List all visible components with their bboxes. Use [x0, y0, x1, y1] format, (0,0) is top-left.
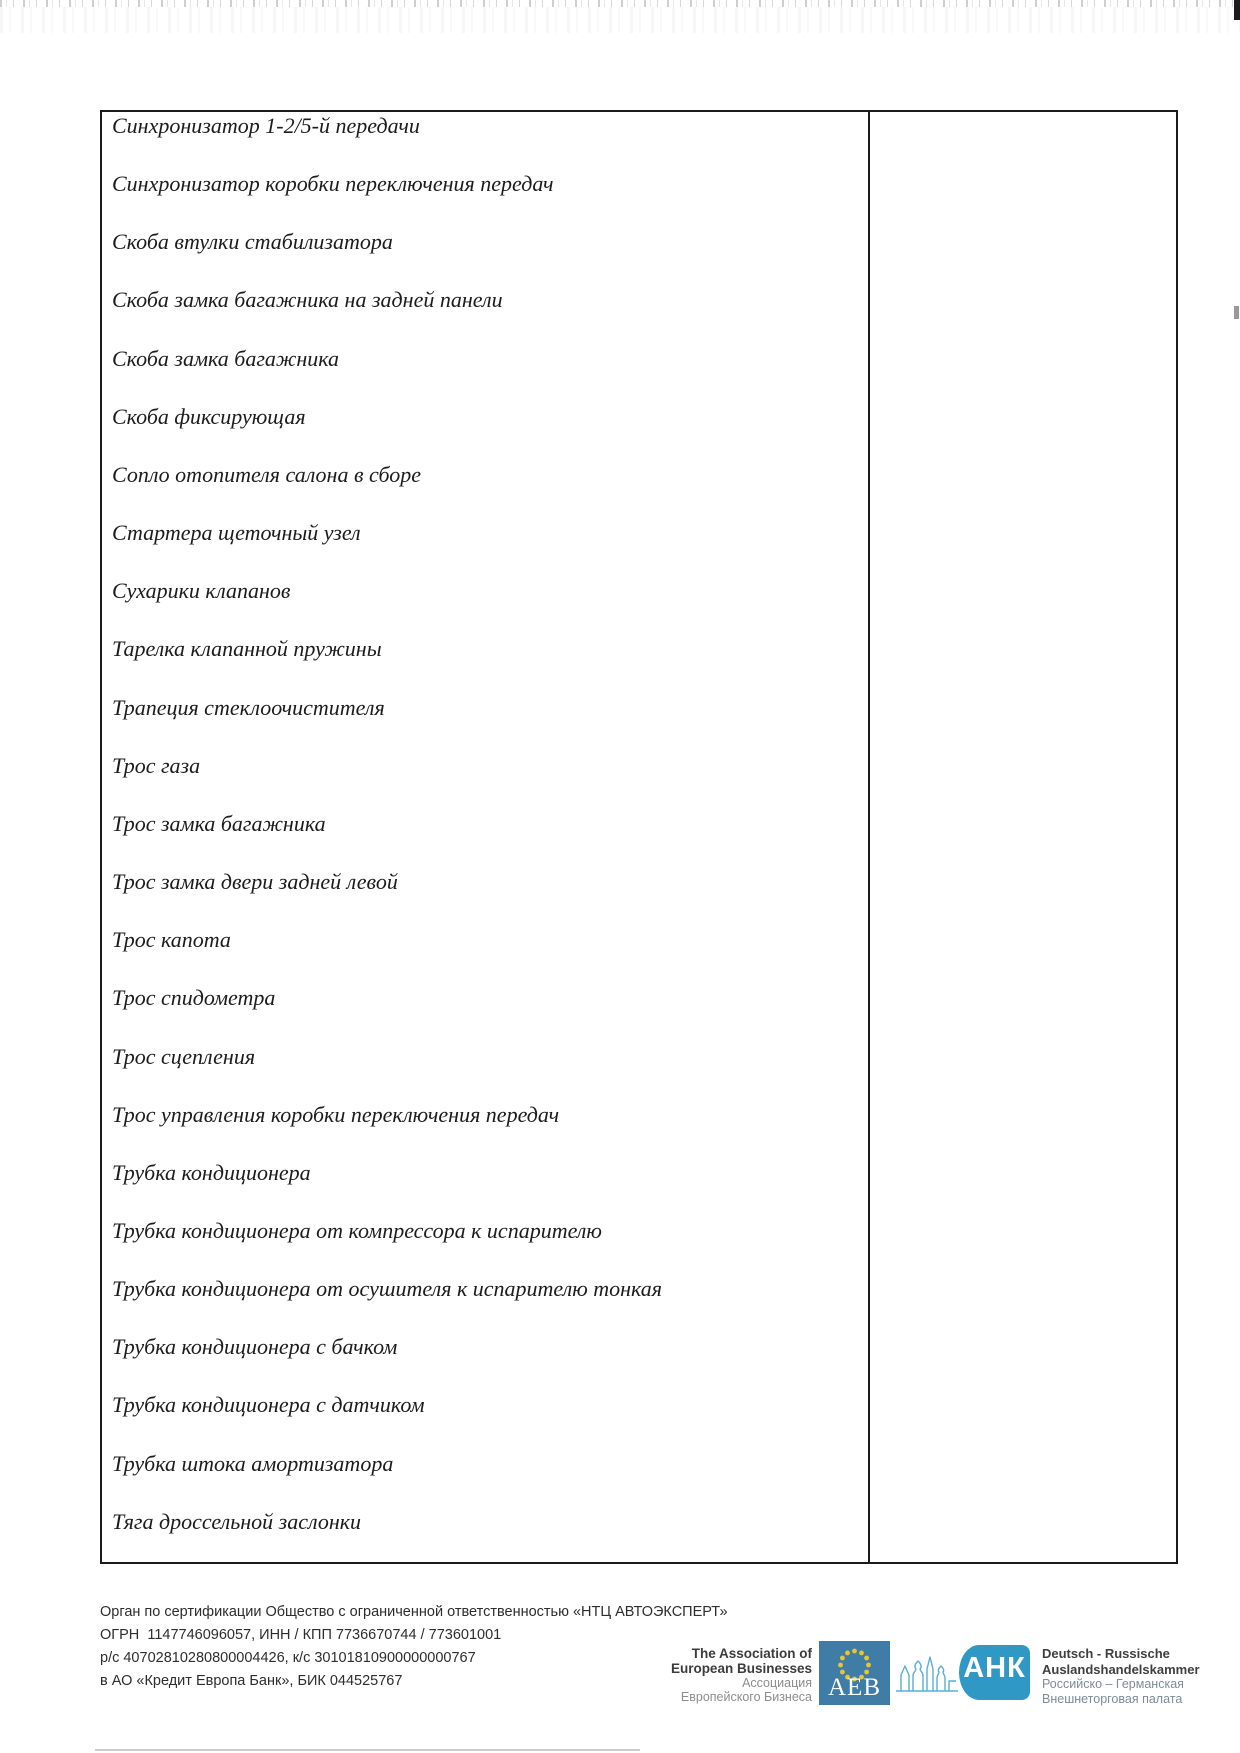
table-row: Трубка штока амортизатора	[112, 1450, 394, 1476]
table-row: Стартера щеточный узел	[112, 520, 361, 546]
aeb-caption-en-line1: The Association of	[691, 1646, 812, 1661]
table-row: Синхронизатор коробки переключения передач	[112, 171, 554, 197]
table-row: Трос управления коробки переключения передач	[112, 1101, 560, 1127]
ahk-acronym: АНК	[963, 1652, 1026, 1684]
cert-body-name: Орган по сертификации Общество с ограниченной ответственностью «НТЦ АВТОЭКСПЕРТ»	[100, 1604, 728, 1620]
ahk-caption	[1042, 1646, 1237, 1706]
table-row: Трос капота	[112, 927, 231, 953]
table-row: Трос газа	[112, 752, 201, 778]
scan-artifact-right-edge	[1234, 306, 1239, 319]
ahk-logo	[893, 1645, 1030, 1700]
table-row: Сухарики клапанов	[112, 578, 291, 604]
table-row: Трос замка багажника	[112, 810, 326, 836]
table-row: Трубка кондиционера от компрессора к испарителю	[112, 1217, 602, 1243]
table-row: Трос спидометра	[112, 985, 276, 1011]
table-row: Скоба фиксирующая	[112, 403, 306, 429]
table-row: Трубка кондиционера	[112, 1159, 311, 1185]
table-row: Синхронизатор 1-2/5-й передачи	[112, 113, 420, 138]
table-row: Сопло отопителя салона в сборе	[112, 461, 422, 487]
table-row: Тяга дроссельной заслонки	[112, 1508, 362, 1534]
table-row: Скоба втулки стабилизатора	[112, 229, 393, 255]
parts-table	[100, 110, 1178, 1564]
aeb-caption	[600, 1646, 812, 1704]
aeb-logo	[819, 1641, 890, 1705]
ahk-caption-ru-line1: Российско – Германская	[1042, 1677, 1184, 1691]
table-row: Трубка кондиционера с датчиком	[112, 1392, 425, 1418]
table-row: Трос замка двери задней левой	[112, 869, 398, 895]
ahk-caption-ru-line2: Внешнеторговая палата	[1042, 1691, 1183, 1706]
scan-bottom-edge-line	[95, 1749, 640, 1751]
table-column-divider	[868, 112, 870, 1562]
table-row: Скоба замка багажника на задней панели	[112, 287, 503, 313]
scan-noise-band	[0, 0, 1240, 7]
ahk-caption-de-line2: Auslandshandelskammer	[1042, 1661, 1200, 1677]
table-row: Трос сцепления	[112, 1043, 256, 1069]
scan-noise-band-light	[0, 7, 1240, 33]
ahk-caption-de-line1: Deutsch - Russische	[1042, 1646, 1170, 1661]
table-row: Трубка кондиционера с бачком	[112, 1334, 398, 1360]
ahk-block	[959, 1645, 1030, 1700]
aeb-caption-en-line2: European Businesses	[670, 1661, 812, 1676]
cert-body-ogrn-inn: ОГРН 1147746096057, ИНН / КПП 7736670744 / 773601001	[100, 1627, 502, 1643]
table-row: Скоба замка багажника	[112, 345, 340, 371]
aeb-caption-ru-line1: Ассоциация	[742, 1676, 812, 1690]
aeb-acronym: AEB	[828, 1674, 881, 1701]
table-row: Трубка кондиционера от осушителя к испарителю тонкая	[112, 1276, 662, 1302]
ahk-skyline-icon	[893, 1645, 963, 1700]
cert-body-accounts: р/с 40702810280800004426, к/с 30101810900000000767	[100, 1650, 476, 1666]
scan-corner-artifact	[1234, 0, 1240, 20]
aeb-caption-ru-line2: Европейского Бизнеса	[680, 1690, 812, 1704]
cert-body-bank: в АО «Кредит Европа Банк», БИК 044525767	[100, 1673, 403, 1689]
table-row: Трапеция стеклоочистителя	[112, 694, 385, 720]
table-row: Тарелка клапанной пружины	[112, 636, 382, 662]
parts-list	[102, 112, 862, 1566]
